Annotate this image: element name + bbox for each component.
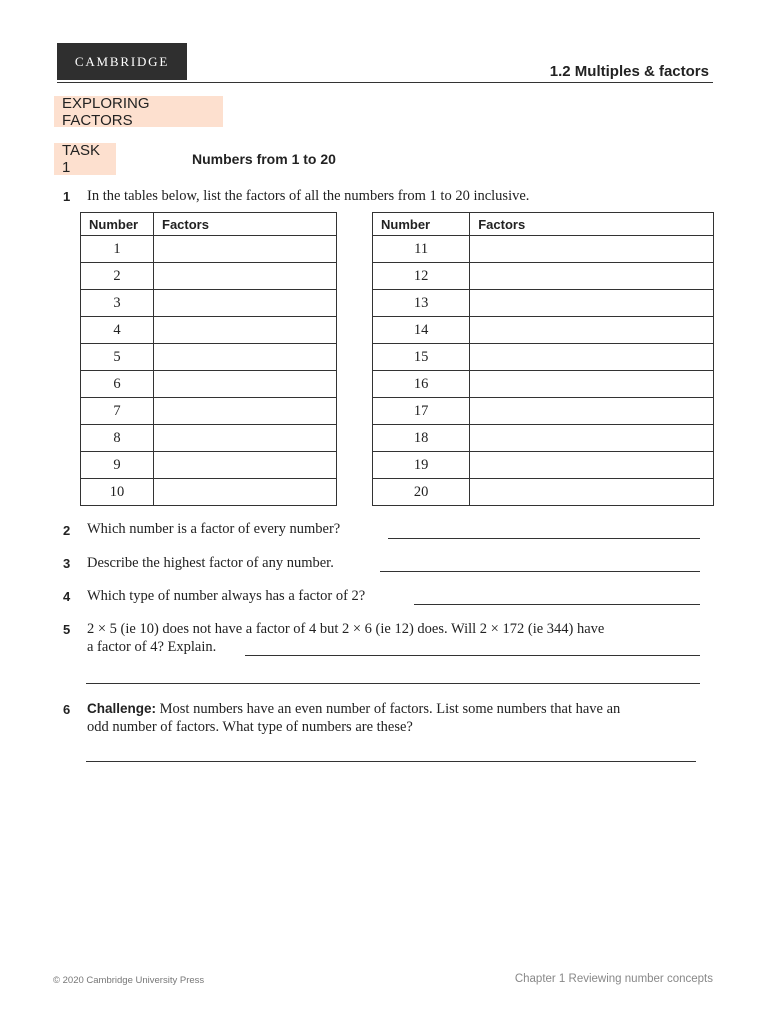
table-row: [373, 398, 714, 425]
table-row: [81, 317, 337, 344]
section-label: EXPLORING FACTORS: [54, 96, 223, 127]
number-cell: 20: [373, 479, 470, 506]
number-cell: 19: [373, 452, 470, 479]
factors-cell[interactable]: [470, 344, 714, 371]
factors-cell[interactable]: [154, 236, 337, 263]
table-row: [81, 425, 337, 452]
column-header-factors: Factors: [154, 213, 337, 236]
table-row: [373, 479, 714, 506]
number-cell: 5: [81, 344, 154, 371]
factors-cell[interactable]: [154, 398, 337, 425]
factors-cell[interactable]: [154, 290, 337, 317]
cambridge-logo: [57, 43, 187, 80]
table-row: [373, 452, 714, 479]
column-header-number: Number: [81, 213, 154, 236]
question-number: 4: [63, 589, 71, 604]
chapter-footer: Chapter 1 Reviewing number concepts: [514, 973, 713, 985]
number-cell: 1: [81, 236, 154, 263]
header-divider: [57, 82, 713, 83]
factors-cell[interactable]: [154, 263, 337, 290]
number-cell: 4: [81, 317, 154, 344]
factors-cell[interactable]: [154, 425, 337, 452]
question-number: 6: [63, 702, 71, 717]
factors-cell[interactable]: [154, 371, 337, 398]
table-header-row: [373, 213, 714, 236]
table-row: [81, 398, 337, 425]
table-row: [373, 290, 714, 317]
question-number: 5: [63, 622, 71, 637]
table-row: [81, 290, 337, 317]
answer-line[interactable]: [380, 571, 700, 572]
answer-line[interactable]: [86, 683, 700, 684]
question-text-line1: [87, 700, 620, 718]
factors-cell[interactable]: [470, 317, 714, 344]
question-text-line2: odd number of factors. What type of numbers are these?: [87, 719, 413, 735]
answer-line[interactable]: [245, 655, 700, 656]
challenge-text: Most numbers have an even number of factors. List some numbers that have an: [156, 701, 621, 717]
factors-table-right: [372, 212, 714, 506]
question-number: 2: [63, 523, 71, 538]
number-cell: 9: [81, 452, 154, 479]
number-cell: 7: [81, 398, 154, 425]
factors-cell[interactable]: [470, 290, 714, 317]
table-row: [81, 452, 337, 479]
factors-cell[interactable]: [470, 452, 714, 479]
table-row: [373, 317, 714, 344]
number-cell: 2: [81, 263, 154, 290]
table-row: [81, 371, 337, 398]
column-header-number: Number: [373, 213, 470, 236]
task-label: TASK 1: [54, 143, 116, 175]
number-cell: 11: [373, 236, 470, 263]
number-cell: 18: [373, 425, 470, 452]
table-row: [81, 479, 337, 506]
table-row: [373, 236, 714, 263]
challenge-label: Challenge:: [87, 701, 157, 716]
number-cell: 10: [81, 479, 154, 506]
question-text: Which number is a factor of every number?: [87, 521, 341, 537]
number-cell: 12: [373, 263, 470, 290]
question-text-line1: 2 × 5 (ie 10) does not have a factor of 4 but 2 × 6 (ie 12) does. Will 2 × 172 (ie 344) have: [87, 621, 605, 637]
number-cell: 8: [81, 425, 154, 452]
answer-line[interactable]: [388, 538, 700, 539]
table-row: [373, 344, 714, 371]
question-text-line2: a factor of 4? Explain.: [87, 639, 217, 655]
factors-cell[interactable]: [470, 236, 714, 263]
factors-cell[interactable]: [154, 317, 337, 344]
task-title: Numbers from 1 to 20: [192, 151, 336, 167]
number-cell: 15: [373, 344, 470, 371]
table-header-row: [81, 213, 337, 236]
factors-cell[interactable]: [470, 425, 714, 452]
table-row: [81, 344, 337, 371]
page-title: 1.2 Multiples & factors: [549, 63, 709, 80]
number-cell: 6: [81, 371, 154, 398]
table-row: [373, 371, 714, 398]
number-cell: 13: [373, 290, 470, 317]
number-cell: 16: [373, 371, 470, 398]
factors-cell[interactable]: [154, 479, 337, 506]
factors-cell[interactable]: [470, 479, 714, 506]
factors-cell[interactable]: [470, 263, 714, 290]
number-cell: 3: [81, 290, 154, 317]
table-row: [373, 425, 714, 452]
factors-cell[interactable]: [154, 452, 337, 479]
factors-table-left: [80, 212, 337, 506]
table-row: [81, 263, 337, 290]
number-cell: 17: [373, 398, 470, 425]
question-text: In the tables below, list the factors of all the numbers from 1 to 20 inclusive.: [87, 188, 530, 204]
question-number: 3: [63, 556, 71, 571]
answer-line[interactable]: [414, 604, 700, 605]
factors-cell[interactable]: [470, 371, 714, 398]
copyright-footer: © 2020 Cambridge University Press: [53, 975, 205, 986]
factors-cell[interactable]: [154, 344, 337, 371]
answer-line[interactable]: [86, 761, 696, 762]
question-number: 1: [63, 189, 71, 204]
table-row: [81, 236, 337, 263]
question-text: Which type of number always has a factor of 2?: [87, 588, 366, 604]
factors-cell[interactable]: [470, 398, 714, 425]
question-text: Describe the highest factor of any number.: [87, 555, 334, 571]
table-row: [373, 263, 714, 290]
logo-text: CAMBRIDGE: [74, 53, 170, 69]
column-header-factors: Factors: [470, 213, 714, 236]
number-cell: 14: [373, 317, 470, 344]
